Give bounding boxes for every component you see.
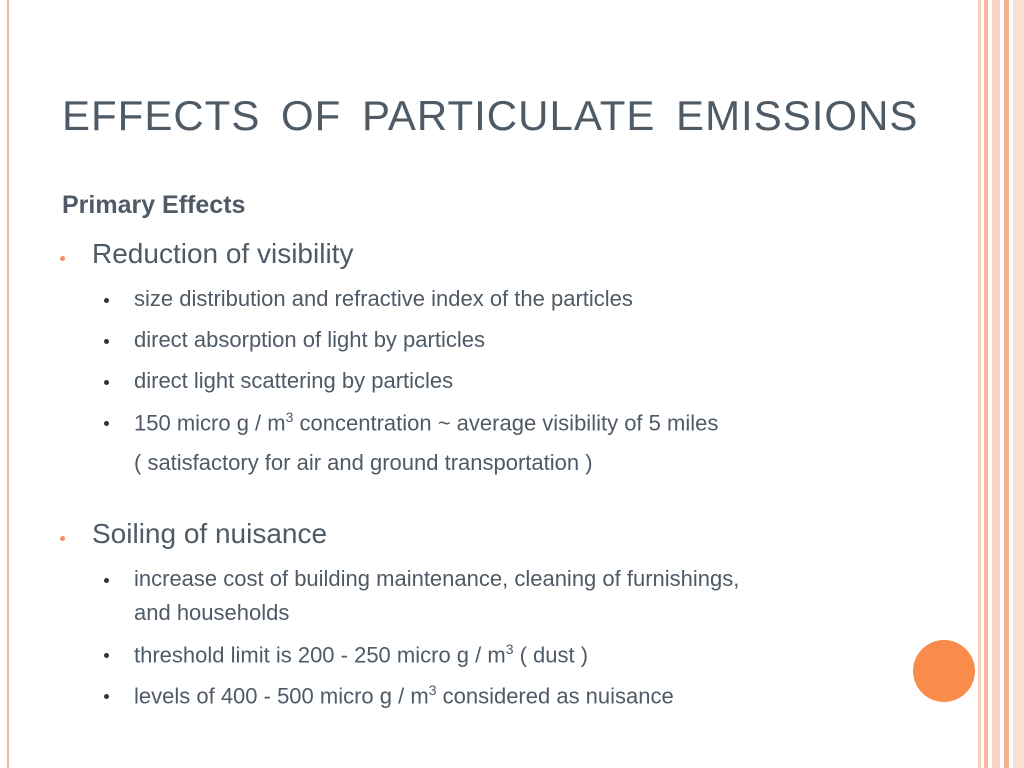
bullet-icon [104,380,109,385]
stripe [984,0,988,768]
list-item [134,327,485,353]
bullet-icon [60,256,65,261]
list-item-text: direct absorption of light by particles [134,327,485,352]
list-item [134,641,588,668]
bullet-icon [104,578,109,583]
decorative-circle [913,640,975,702]
bullet-icon [60,536,65,541]
list-item [134,409,718,436]
decorative-stripes [978,0,1024,768]
list-item-continuation: and households [134,600,290,625]
stripe [1004,0,1009,768]
bullet-icon [104,339,109,344]
list-item-text: 150 micro g / m [134,410,286,436]
list-item-text: concentration ~ average visibility of 5 miles [293,410,719,436]
bullet-icon [104,653,109,658]
list-item [134,368,453,394]
list-item-text: ( dust ) [513,642,589,668]
section-heading: Reduction of visibility [92,238,354,269]
slide-title: EFFECTS OF PARTICULATE EMISSIONS [62,92,919,139]
bullet-icon [104,694,109,699]
list-item-text: increase cost of building maintenance, cleaning of furnishings, [134,566,740,591]
list-item-text: considered as nuisance [436,683,674,709]
list-item [134,286,633,312]
bullet-icon [104,421,109,426]
subheading: Primary Effects [62,191,246,219]
superscript: 3 [428,682,437,698]
list-item-text: levels of 400 - 500 micro g / m [134,683,429,709]
list-item-text: size distribution and refractive index of the particles [134,286,633,311]
stripe [1013,0,1024,768]
stripe [978,0,981,768]
list-item-text: threshold limit is 200 - 250 micro g / m [134,642,506,668]
stripe [992,0,1000,768]
list-item [134,682,674,709]
list-item-continuation: ( satisfactory for air and ground transportation ) [134,450,593,475]
superscript: 3 [505,641,514,657]
left-border-line [7,0,9,768]
section-heading: Soiling of nuisance [92,518,328,549]
superscript: 3 [285,409,294,425]
list-item-text: direct light scattering by particles [134,368,454,393]
bullet-icon [104,298,109,303]
list-item [134,566,739,592]
